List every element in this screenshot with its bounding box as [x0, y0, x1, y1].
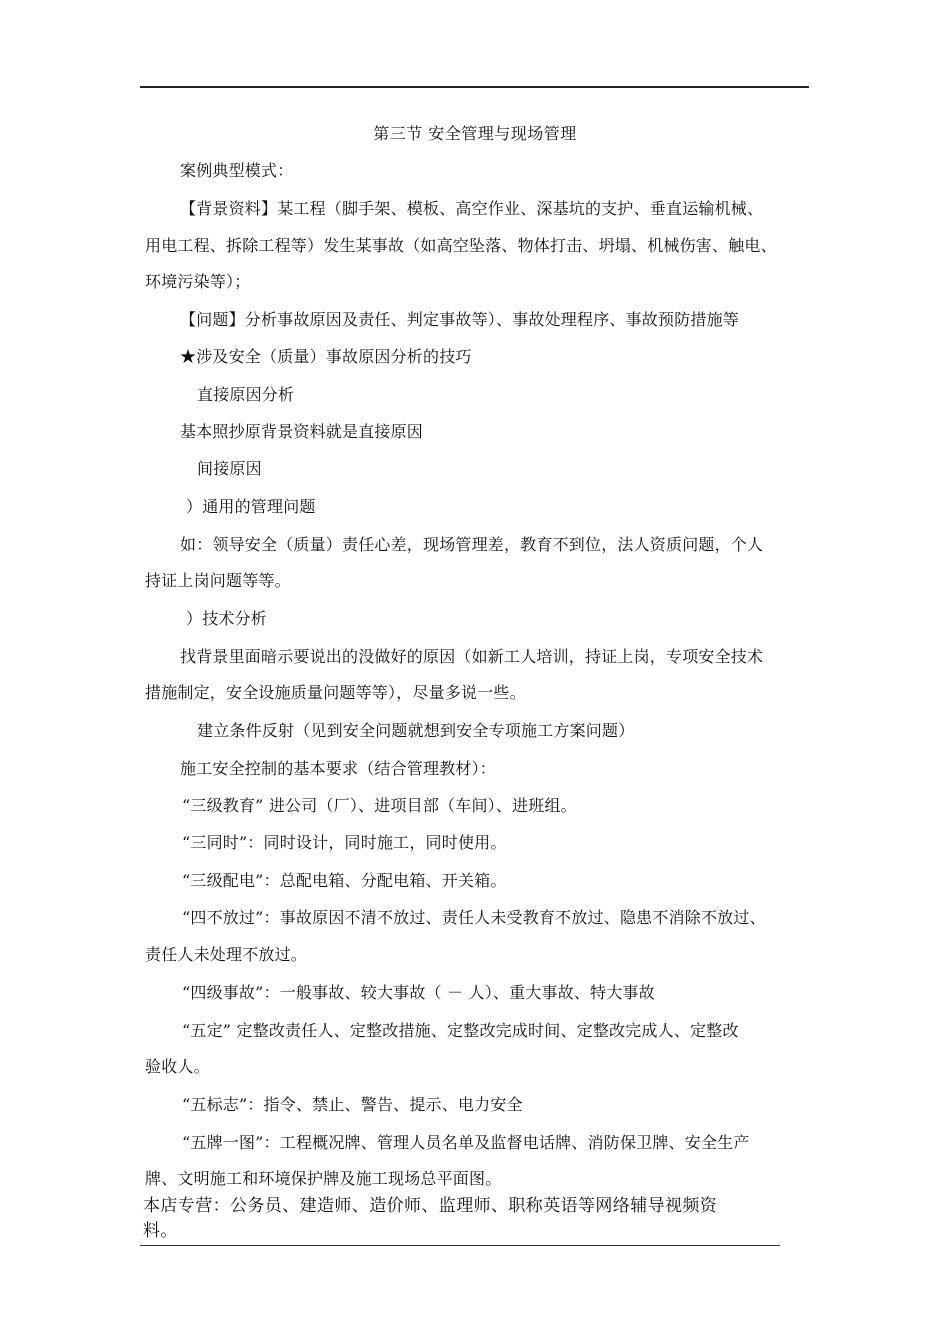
- text-line: 如：领导安全（质量）责任心差，现场管理差，教育不到位，法人资质问题，个人: [180, 535, 764, 554]
- text-line: ）通用的管理问题: [186, 497, 316, 516]
- text-line: “五牌一图”：工程概况牌、管理人员名单及监督电话牌、消防保卫牌、安全生产: [182, 1133, 750, 1152]
- text-line: 基本照抄原背景资料就是直接原因: [180, 422, 424, 441]
- text-line: “五定” 定整改责任人、定整改措施、定整改完成时间、定整改完成人、定整改: [182, 1021, 739, 1040]
- text-line: ★涉及安全（质量）事故原因分析的技巧: [180, 347, 472, 366]
- text-line: 建立条件反射（见到安全问题就想到安全专项施工方案问题）: [197, 721, 635, 740]
- text-line: 持证上岗问题等等。: [145, 571, 291, 590]
- text-line: “五标志”：指令、禁止、警告、提示、电力安全: [182, 1095, 523, 1114]
- text-line: 施工安全控制的基本要求（结合管理教材）：: [180, 759, 497, 778]
- text-line: 责任人未处理不放过。: [145, 945, 308, 964]
- header-rule: [140, 86, 809, 88]
- footer-rule: [140, 1245, 780, 1246]
- text-line: 【问题】分析事故原因及责任、判定事故等）、事故处理程序、事故预防措施等: [180, 310, 740, 329]
- footer-line: 料。: [143, 1221, 178, 1241]
- text-line: “四级事故”：一般事故、较大事故（ － 人）、重大事故、特大事故: [182, 983, 655, 1002]
- text-line: 间接原因: [197, 459, 262, 478]
- text-line: 用电工程、拆除工程等）发生某事故（如高空坠落、物体打击、坍塌、机械伤害、触电、: [145, 236, 777, 255]
- text-line: 【背景资料】某工程（脚手架、模板、高空作业、深基坑的支护、垂直运输机械、: [180, 199, 764, 218]
- text-line: ）技术分析: [186, 609, 268, 628]
- text-line: 环境污染等）；: [145, 272, 251, 291]
- text-line: 找背景里面暗示要说出的没做好的原因（如新工人培训，持证上岗，专项安全技术: [180, 647, 764, 666]
- text-line: 案例典型模式：: [180, 161, 294, 180]
- text-line: 牌、文明施工和环境保护牌及施工现场总平面图。: [145, 1169, 502, 1188]
- text-line: “三级教育” 进公司（厂）、进项目部（车间）、进班组。: [182, 796, 577, 815]
- text-line: “三级配电”：总配电箱、分配电箱、开关箱。: [182, 871, 507, 890]
- text-line: 直接原因分析: [197, 385, 295, 404]
- text-line: 措施制定，安全设施质量问题等等），尽量多说一些。: [145, 683, 526, 702]
- text-line: 验收人。: [145, 1057, 210, 1076]
- footer-line: 本店专营：公务员、建造师、造价师、监理师、职称英语等网络辅导视频资: [143, 1196, 718, 1216]
- section-title: 第三节 安全管理与现场管理: [373, 124, 577, 143]
- text-line: “三同时”：同时设计，同时施工，同时使用。: [182, 833, 507, 852]
- text-line: “四不放过”：事故原因不清不放过、责任人未受教育不放过、隐患不消除不放过、: [182, 908, 766, 927]
